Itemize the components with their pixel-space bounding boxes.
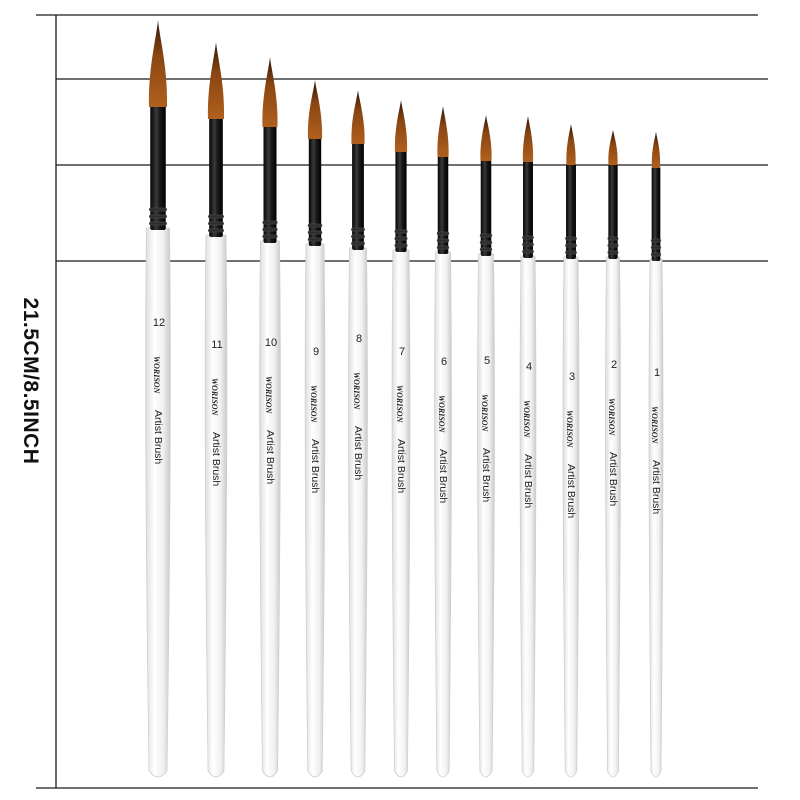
- ferrule-ring: [351, 228, 364, 231]
- brush-brand-logo: WORISON: [437, 395, 446, 433]
- brush-bristles: [262, 57, 277, 127]
- brush-set: [146, 20, 663, 777]
- brush-handle: [305, 244, 325, 777]
- ferrule-ring: [437, 246, 449, 249]
- brush-size-number: 7: [398, 346, 406, 358]
- brush-handle: [205, 235, 227, 777]
- ferrule-ring: [395, 237, 408, 240]
- ferrule-ring: [395, 230, 408, 233]
- ferrule-ring: [208, 229, 223, 232]
- brush-12: [146, 20, 171, 777]
- brush-label: Artist Brush: [565, 464, 577, 519]
- brush-bristles: [652, 132, 660, 168]
- ferrule-ring: [651, 246, 661, 249]
- brush-label: Artist Brush: [437, 449, 449, 504]
- brush-size-number: 3: [568, 371, 576, 383]
- brush-brand-logo: WORISON: [565, 410, 574, 448]
- brush-11: [205, 42, 227, 777]
- brush-ferrule: [352, 142, 364, 250]
- brush-brand-logo: WORISON: [480, 394, 489, 432]
- ferrule-ring: [480, 241, 492, 244]
- brush-brand-logo: WORISON: [395, 385, 404, 423]
- ferrule-ring: [522, 243, 533, 246]
- brush-label: Artist Brush: [480, 448, 492, 503]
- ferrule-ring: [263, 235, 278, 238]
- brush-brand-logo: WORISON: [607, 398, 616, 436]
- brush-brand-logo: WORISON: [522, 400, 531, 438]
- dimension-label: 21.5CM/8.5INCH: [19, 297, 42, 465]
- ferrule-ring: [437, 232, 449, 235]
- brush-size-number: 6: [440, 356, 448, 368]
- brush-bristles: [308, 80, 322, 139]
- ferrule-ring: [263, 221, 278, 224]
- brush-handle: [392, 250, 410, 777]
- ferrule-ring: [565, 244, 576, 247]
- ferrule-ring: [208, 222, 223, 225]
- brush-handle: [649, 259, 663, 777]
- brush-bristles: [437, 106, 448, 157]
- ferrule-ring: [308, 238, 322, 241]
- ferrule-ring: [395, 244, 408, 247]
- brush-label: Artist Brush: [152, 410, 164, 465]
- brush-bristles: [208, 42, 224, 119]
- brush-handle: [520, 256, 536, 777]
- brush-8: [349, 90, 368, 777]
- ferrule-ring: [351, 235, 364, 238]
- brush-size-number: 2: [610, 359, 618, 371]
- brush-bristles: [523, 116, 533, 162]
- ferrule-ring: [308, 231, 322, 234]
- brush-label: Artist Brush: [522, 454, 534, 509]
- brush-brand-logo: WORISON: [152, 356, 161, 394]
- brush-size-number: 11: [211, 339, 223, 351]
- brush-label: Artist Brush: [309, 439, 321, 494]
- ferrule-ring: [437, 239, 449, 242]
- ferrule-ring: [351, 242, 364, 245]
- brush-brand-logo: WORISON: [650, 406, 659, 444]
- brush-label: Artist Brush: [607, 452, 619, 507]
- ferrule-ring: [565, 251, 576, 254]
- ferrule-ring: [149, 208, 167, 211]
- brush-ferrule: [309, 137, 321, 246]
- ferrule-ring: [651, 239, 661, 242]
- brush-handle: [606, 257, 621, 777]
- brush-size-number: 12: [152, 317, 166, 329]
- brush-ferrule: [263, 125, 276, 243]
- ferrule-ring: [608, 244, 619, 247]
- brush-label: Artist Brush: [210, 432, 222, 487]
- brush-handle: [146, 228, 171, 777]
- ferrule-ring: [480, 234, 492, 237]
- brush-6: [435, 106, 452, 777]
- ferrule-ring: [565, 237, 576, 240]
- ferrule-ring: [522, 250, 533, 253]
- brush-size-number: 10: [264, 337, 278, 349]
- ferrule-ring: [149, 215, 167, 218]
- ferrule-ring: [608, 237, 619, 240]
- brush-label: Artist Brush: [352, 426, 364, 481]
- brush-bristles: [395, 100, 407, 152]
- brush-7: [392, 100, 410, 777]
- brush-ferrule: [395, 150, 406, 252]
- brush-5: [478, 115, 495, 777]
- brush-bristles: [149, 20, 167, 107]
- brush-size-number: 9: [312, 346, 320, 358]
- brush-handle: [478, 254, 495, 777]
- brush-1: [649, 132, 663, 777]
- brush-label: Artist Brush: [650, 460, 662, 515]
- brush-size-number: 5: [483, 355, 491, 367]
- ferrule-ring: [522, 236, 533, 239]
- brush-handle: [349, 248, 368, 777]
- brush-3: [563, 124, 579, 777]
- brush-bristles: [351, 90, 364, 144]
- brush-4: [520, 116, 536, 777]
- brush-ferrule: [209, 117, 223, 237]
- brush-brand-logo: WORISON: [210, 378, 219, 416]
- brush-handle: [260, 241, 281, 777]
- brush-handle: [435, 252, 452, 777]
- ferrule-ring: [480, 248, 492, 251]
- brush-brand-logo: WORISON: [352, 372, 361, 410]
- brush-bristles: [608, 130, 617, 165]
- ferrule-ring: [651, 253, 661, 256]
- brush-2: [606, 130, 621, 777]
- brush-bristles: [566, 124, 575, 165]
- brush-label: Artist Brush: [264, 430, 276, 485]
- brush-brand-logo: WORISON: [309, 385, 318, 423]
- ferrule-ring: [608, 251, 619, 254]
- ferrule-ring: [308, 224, 322, 227]
- brush-9: [305, 80, 325, 777]
- brush-size-number: 8: [355, 333, 363, 345]
- brush-size-number: 4: [525, 361, 533, 373]
- brush-bristles: [480, 115, 491, 161]
- ferrule-ring: [149, 222, 167, 225]
- brush-brand-logo: WORISON: [264, 376, 273, 414]
- brush-label: Artist Brush: [395, 439, 407, 494]
- ferrule-ring: [208, 215, 223, 218]
- brush-size-number: 1: [653, 367, 661, 379]
- ferrule-ring: [263, 228, 278, 231]
